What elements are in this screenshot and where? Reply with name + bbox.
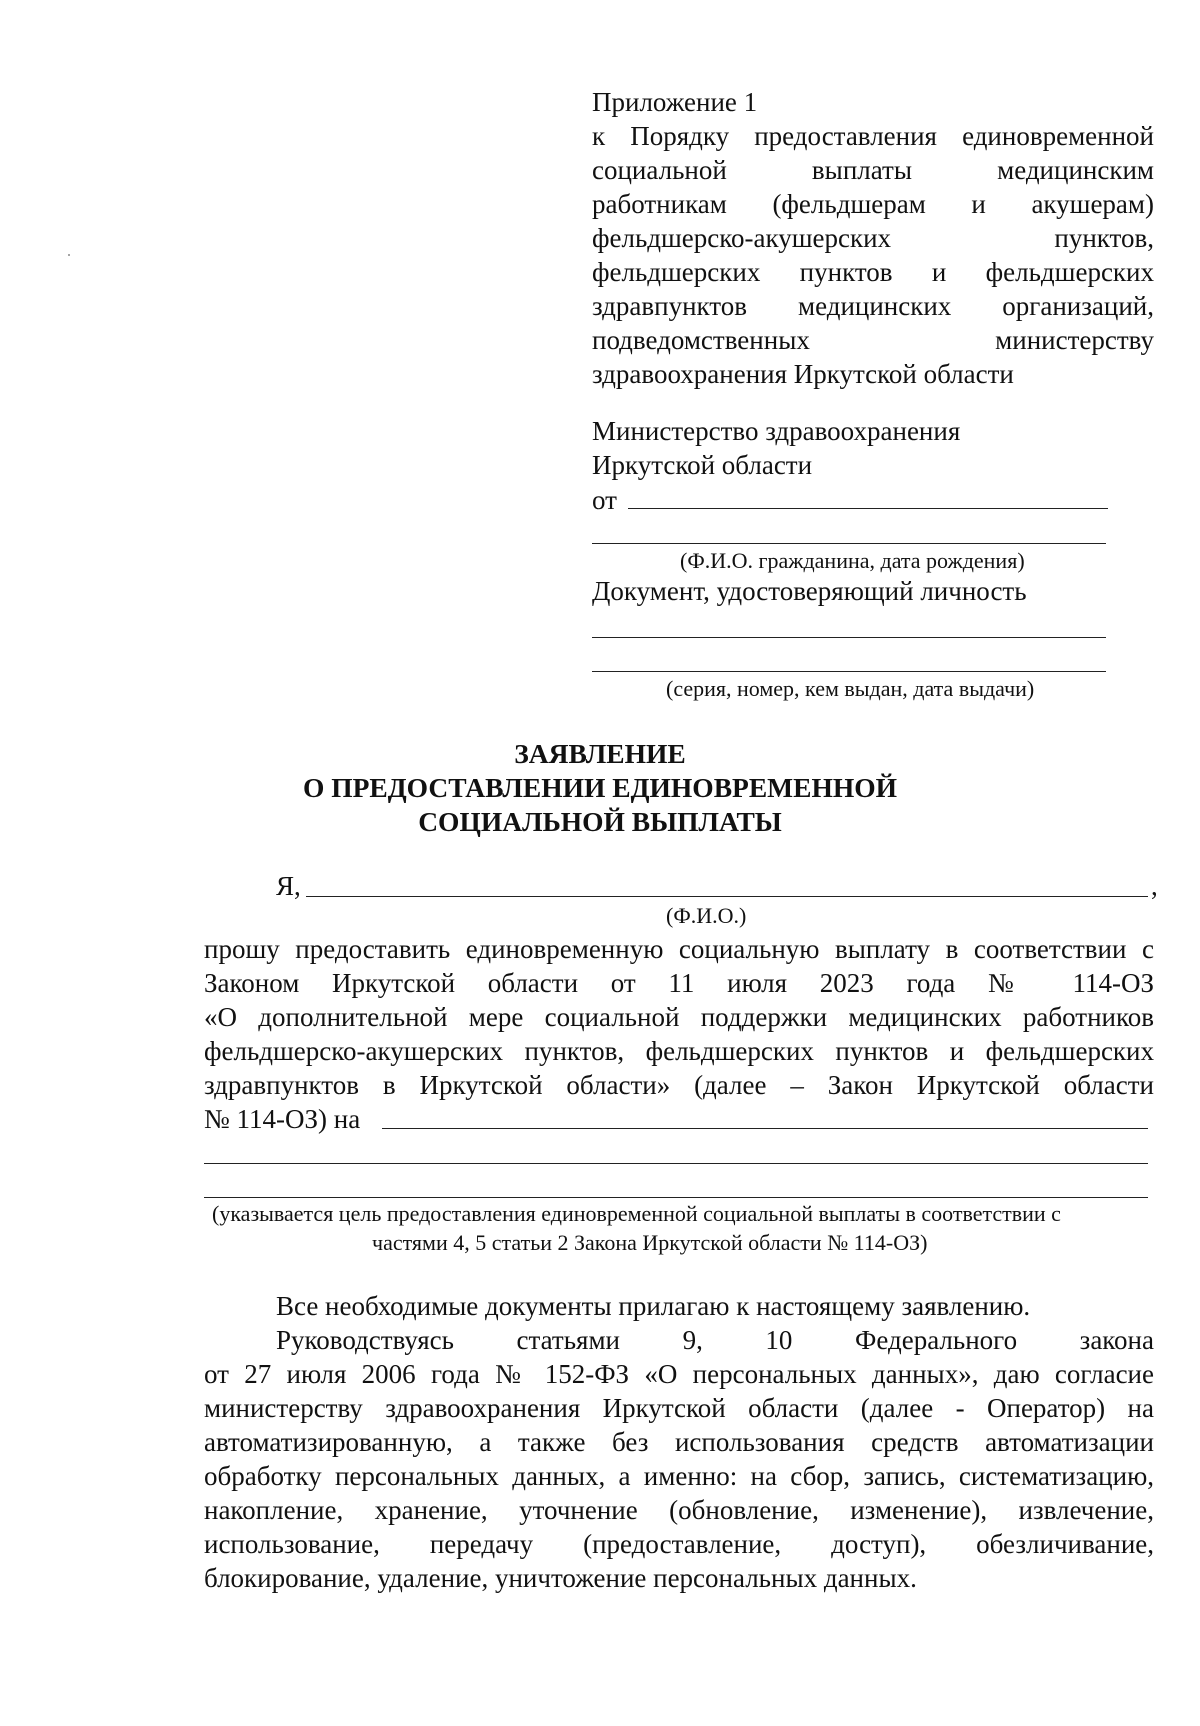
request-last-prefix: № 114-ОЗ) на xyxy=(204,1104,361,1134)
appendix-line: фельдшерских пунктов и фельдшерских xyxy=(592,257,1154,287)
appendix-line: к Порядку предоставления единовременной xyxy=(592,121,1154,151)
purpose-caption-line2: частями 4, 5 статьи 2 Закона Иркутской области № 114-ОЗ) xyxy=(372,1230,928,1255)
scan-speck xyxy=(68,254,70,256)
document-title-line2: О ПРЕДОСТАВЛЕНИИ ЕДИНОВРЕМЕННОЙ xyxy=(302,772,898,803)
attached-documents-line: Все необходимые документы прилагаю к настоящему заявлению. xyxy=(276,1291,1031,1321)
purpose-field-2[interactable] xyxy=(204,1163,1148,1164)
appendix-heading: Приложение 1 xyxy=(592,87,758,117)
applicant-prefix: Я, xyxy=(276,871,301,901)
appendix-line: подведомственных министерству xyxy=(592,325,1154,355)
identity-document-field-2[interactable] xyxy=(592,671,1106,672)
applicant-suffix: , xyxy=(1151,871,1158,901)
request-line: Законом Иркутской области от 11 июля 2023 года № 114-ОЗ xyxy=(204,968,1154,998)
consent-line: накопление, хранение, уточнение (обновление, изменение), извлечение, xyxy=(204,1495,1154,1525)
applicant-name-field-2[interactable] xyxy=(592,543,1106,544)
appendix-line: фельдшерско-акушерских пунктов, xyxy=(592,223,1154,253)
identity-document-field[interactable] xyxy=(592,637,1106,638)
consent-line: министерству здравоохранения Иркутской области (далее - Оператор) на xyxy=(204,1393,1154,1423)
consent-last-line: блокирование, удаление, уничтожение персональных данных. xyxy=(204,1563,917,1593)
applicant-fio-caption: (Ф.И.О.) xyxy=(666,903,747,928)
consent-line: автоматизированную, а также без использования средств автоматизации xyxy=(204,1427,1154,1457)
consent-line: использование, передачу (предоставление, доступ), обезличивание, xyxy=(204,1529,1154,1559)
appendix-last-line: здравоохранения Иркутской области xyxy=(592,359,1014,389)
from-label: от xyxy=(592,485,617,515)
identity-document-caption: (серия, номер, кем выдан, дата выдачи) xyxy=(666,676,1035,701)
request-line: прошу предоставить единовременную социальную выплату в соответствии с xyxy=(204,934,1154,964)
applicant-name-field[interactable] xyxy=(628,508,1108,509)
document-title: ЗАЯВЛЕНИЕ xyxy=(514,738,686,769)
addressee-line2: Иркутской области xyxy=(592,450,813,480)
consent-line: от 27 июля 2006 года № 152-ФЗ «О персональных данных», даю согласие xyxy=(204,1359,1154,1389)
fio-dob-caption: (Ф.И.О. гражданина, дата рождения) xyxy=(680,548,1025,573)
request-line: фельдшерско-акушерских пунктов, фельдшерских пунктов и фельдшерских xyxy=(204,1036,1154,1066)
purpose-field[interactable] xyxy=(382,1128,1148,1129)
request-line: «О дополнительной мере социальной поддержки медицинских работников xyxy=(204,1002,1154,1032)
appendix-line: социальной выплаты медицинским xyxy=(592,155,1154,185)
addressee-line1: Министерство здравоохранения xyxy=(592,416,961,446)
applicant-fio-field[interactable] xyxy=(306,896,1148,897)
document-title-line3: СОЦИАЛЬНОЙ ВЫПЛАТЫ xyxy=(418,806,782,837)
consent-line: Руководствуясь статьями 9, 10 Федерального закона xyxy=(276,1325,1154,1355)
appendix-line: здравпунктов медицинских организаций, xyxy=(592,291,1154,321)
purpose-field-3[interactable] xyxy=(204,1197,1148,1198)
purpose-caption: (указывается цель предоставления единовременной социальной выплаты в соответствии с xyxy=(212,1201,1061,1226)
appendix-line: работникам (фельдшерам и акушерам) xyxy=(592,189,1154,219)
request-line: здравпунктов в Иркутской области» (далее – Закон Иркутской области xyxy=(204,1070,1154,1100)
consent-line: обработку персональных данных, а именно: на сбор, запись, систематизацию, xyxy=(204,1461,1154,1491)
identity-document-label: Документ, удостоверяющий личность xyxy=(592,576,1027,606)
